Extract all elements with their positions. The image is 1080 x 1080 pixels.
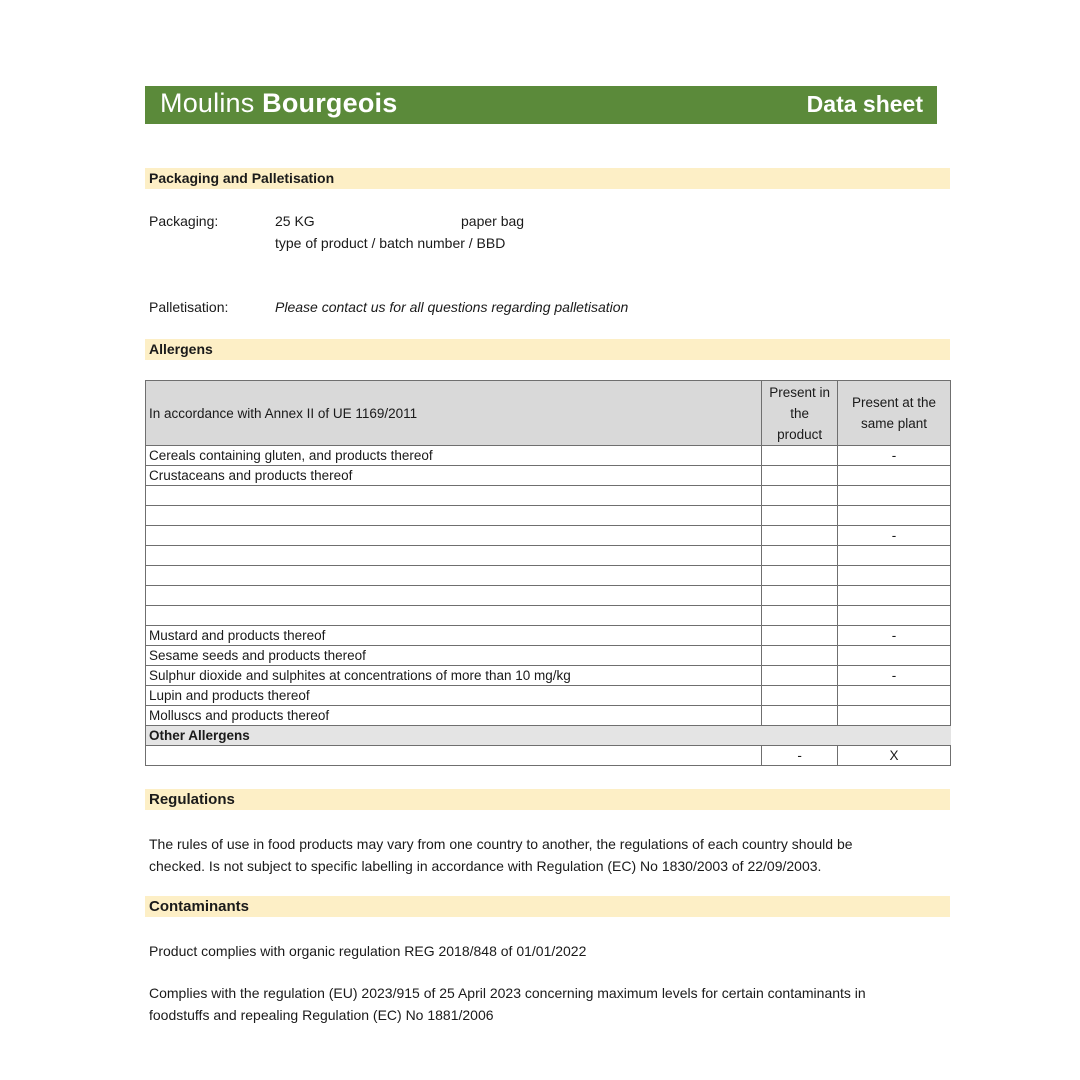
present-in-product-cell [762,586,838,606]
header-line: Present in [769,384,831,400]
section-title-allergens: Allergens [145,339,950,360]
table-row [146,546,951,566]
header-line: product [777,426,823,442]
present-in-product-cell [762,486,838,506]
table-row [146,606,951,626]
present-in-product-cell [762,706,838,726]
regulations-text [149,833,939,877]
present-in-product-cell [762,446,838,466]
header-line: Present at the [852,395,937,410]
present-same-plant-cell [838,686,951,706]
regulations-line: checked. Is not subject to specific labelling in accordance with Regulation (EC) No 1830/2003 of 22/09/2003. [149,858,822,874]
other-allergen-label [146,746,762,766]
allergen-label [146,606,762,626]
present-same-plant-cell: - [838,526,951,546]
present-in-product-cell [762,566,838,586]
present-same-plant-cell [838,486,951,506]
allergen-label [146,506,762,526]
section-title-packaging: Packaging and Palletisation [145,168,950,189]
section-title-regulations: Regulations [145,789,950,810]
brand-name-light: Moulins [160,88,255,118]
document-type-label: Data sheet [806,91,923,117]
table-row [146,526,951,546]
present-in-product-cell [762,526,838,546]
present-same-plant-cell: - [838,666,951,686]
present-in-product-cell [762,686,838,706]
allergens-table-header [146,381,951,446]
header-line: the [790,405,809,421]
present-in-product-cell [762,646,838,666]
table-row [146,506,951,526]
contaminants-line: Complies with the regulation (EU) 2023/915 of 25 April 2023 concerning maximum levels for certain contaminants in [149,985,866,1001]
palletisation-label: Palletisation: [149,299,229,315]
header-line: same plant [861,416,928,431]
brand-name-bold: Bourgeois [262,88,398,118]
allergen-label: Cereals containing gluten, and products thereof [146,446,762,466]
regulations-line: The rules of use in food products may vary from one country to another, the regulations of each country should be [149,836,853,852]
allergen-label: Sulphur dioxide and sulphites at concentrations of more than 10 mg/kg [146,666,762,686]
table-row [146,666,951,686]
present-same-plant-cell [838,586,951,606]
present-same-plant-cell [838,706,951,726]
table-row [146,646,951,666]
present-same-plant-cell [838,566,951,586]
column-header-present-same-plant [838,381,951,446]
present-same-plant-cell: - [838,626,951,646]
allergen-label: Mustard and products thereof [146,626,762,646]
allergen-label [146,486,762,506]
present-in-product-cell [762,606,838,626]
contaminants-line: foodstuffs and repealing Regulation (EC) No 1881/2006 [149,1007,494,1023]
brand-logo [160,88,397,119]
table-row [146,706,951,726]
table-row [146,566,951,586]
packaging-marking: type of product / batch number / BBD [275,235,506,251]
section-title-contaminants: Contaminants [145,896,950,917]
table-row [146,586,951,606]
table-row [146,486,951,506]
table-row [146,626,951,646]
contaminants-organic-text: Product complies with organic regulation REG 2018/848 of 01/01/2022 [149,943,587,959]
packaging-label: Packaging: [149,213,219,229]
contaminants-regulation-text [149,982,939,1026]
present-same-plant-cell: X [838,746,951,766]
packaging-weight: 25 KG [275,213,315,229]
table-row [146,446,951,466]
present-same-plant-cell [838,506,951,526]
allergens-table [145,380,951,766]
packaging-type: paper bag [461,213,525,229]
other-allergens-label: Other Allergens [146,726,951,746]
present-in-product-cell: - [762,746,838,766]
column-header-regulation: In accordance with Annex II of UE 1169/2011 [146,381,762,446]
present-in-product-cell [762,506,838,526]
table-row [146,466,951,486]
allergen-label: Molluscs and products thereof [146,706,762,726]
present-in-product-cell [762,466,838,486]
allergen-label: Sesame seeds and products thereof [146,646,762,666]
present-in-product-cell [762,546,838,566]
present-same-plant-cell [838,646,951,666]
present-same-plant-cell [838,606,951,626]
allergen-label: Crustaceans and products thereof [146,466,762,486]
other-allergens-row [146,726,951,746]
allergen-label [146,546,762,566]
present-in-product-cell [762,666,838,686]
header-banner [145,86,937,124]
table-row [146,746,951,766]
column-header-present-in-product [762,381,838,446]
allergen-label [146,586,762,606]
allergen-label [146,526,762,546]
table-row [146,686,951,706]
present-same-plant-cell [838,466,951,486]
allergen-label: Lupin and products thereof [146,686,762,706]
present-same-plant-cell: - [838,446,951,466]
palletisation-value: Please contact us for all questions regarding palletisation [275,299,629,315]
allergen-label [146,566,762,586]
present-in-product-cell [762,626,838,646]
present-same-plant-cell [838,546,951,566]
